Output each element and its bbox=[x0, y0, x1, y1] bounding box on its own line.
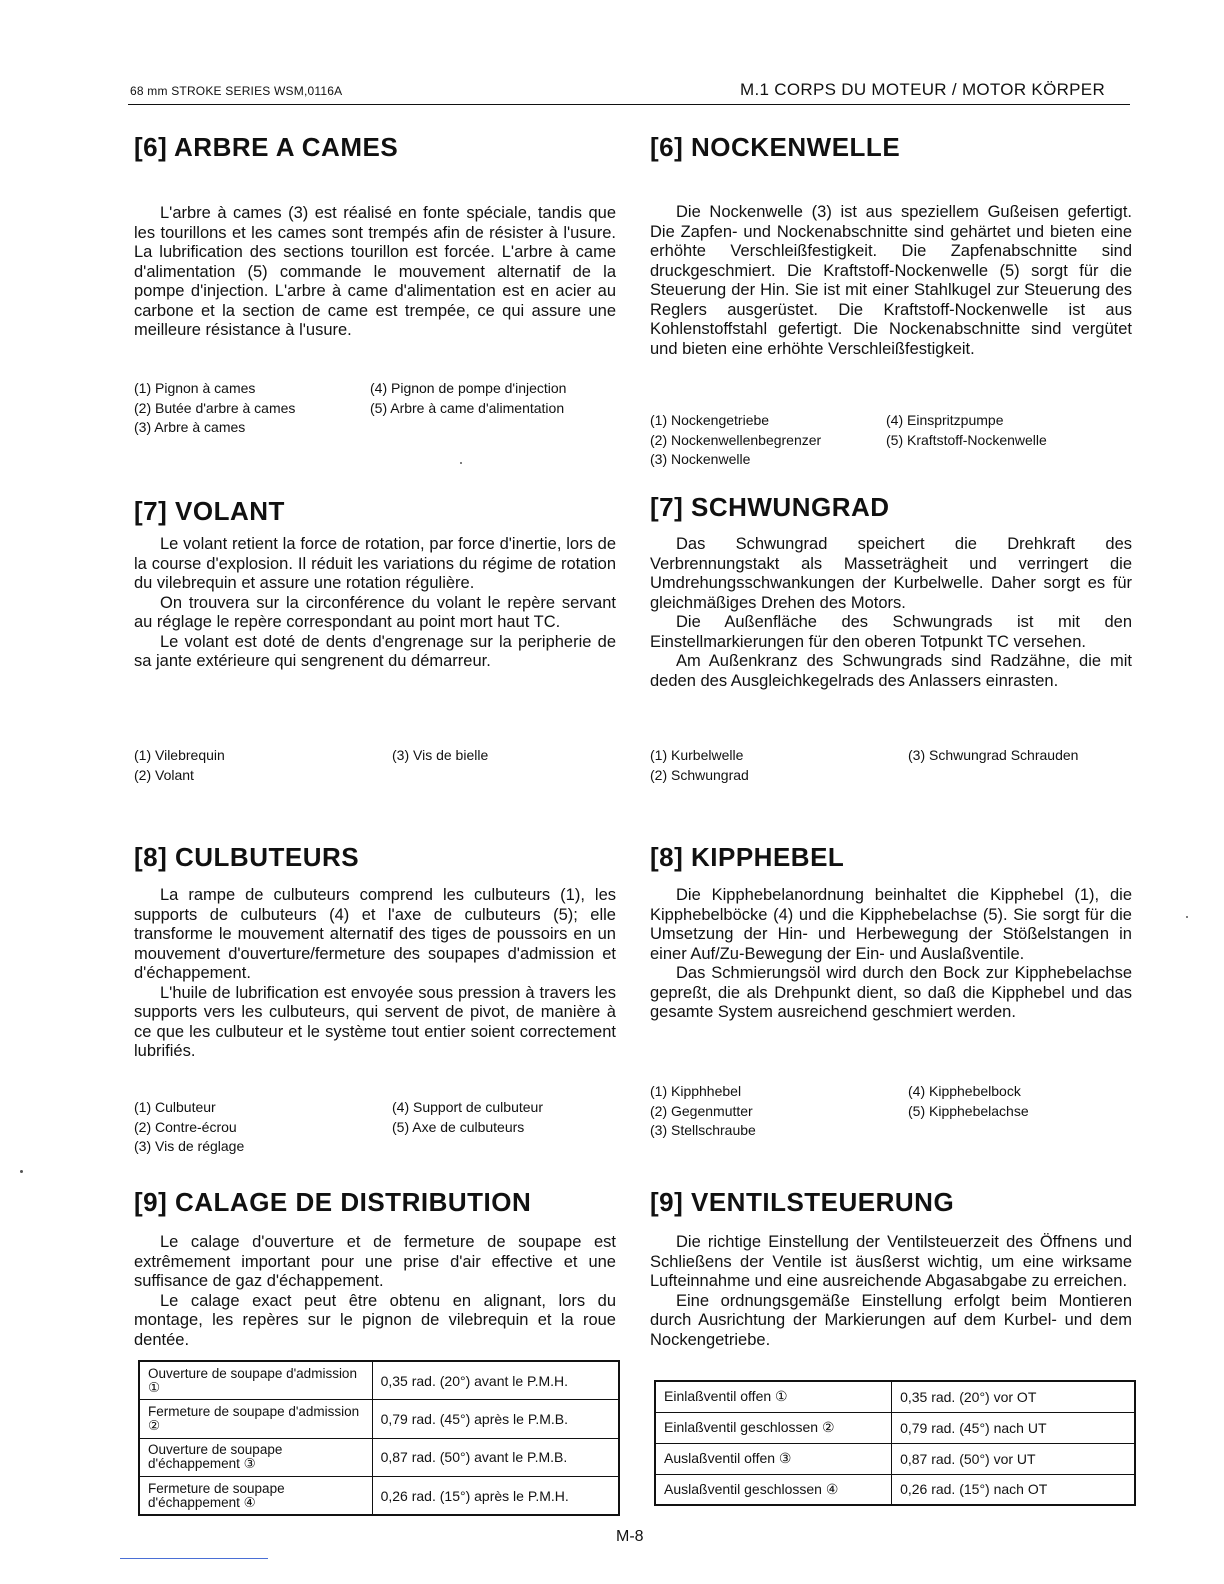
header-chapter-title: M.1 CORPS DU MOTEUR / MOTOR KÖRPER bbox=[740, 80, 1106, 99]
legend-item: (2) Contre-écrou bbox=[134, 1118, 237, 1135]
legend-item: (1) Nockengetriebe bbox=[650, 412, 770, 428]
section-ventilsteuerung bbox=[650, 1187, 1132, 1217]
legend-item: (4) Support de culbuteur bbox=[392, 1099, 543, 1115]
paragraph: L'huile de lubrification est envoyée sous pression à travers les supports vers les culbuteurs, qui servent de pivot, de manière à ce que les culbuteur et le système tout entier soient correctement lubrifiés. bbox=[134, 983, 616, 1060]
legend-item: (2) Gegenmutter bbox=[650, 1102, 753, 1119]
table-cell-value: 0,87 rad. (50°) vor UT bbox=[892, 1443, 1135, 1474]
paragraph: Le volant retient la force de rotation, par force d'inertie, lors de la course d'explosion. Il réduit les variations du régime de rotation du vilebrequin et assure une rotation régulière. bbox=[134, 535, 616, 592]
table-cell-event: Ouverture de soupape d'échappement ③ bbox=[139, 1438, 372, 1477]
legend-arbre-a-cames bbox=[134, 379, 616, 438]
table-cell-event: Ouverture de soupape d'admission ① bbox=[139, 1361, 372, 1400]
legend-item: (3) Vis de bielle bbox=[392, 747, 489, 763]
section-nockenwelle bbox=[650, 132, 1132, 162]
section-arbre-a-cames bbox=[134, 132, 616, 162]
legend-item: (3) Arbre à cames bbox=[134, 419, 246, 435]
paragraph: Le volant est doté de dents d'engrenage sur la peripherie de sa jante extérieure qui sengrenent du démarreur. bbox=[134, 632, 616, 670]
section-schwungrad-body bbox=[650, 535, 1132, 691]
table-cell-event: Fermeture de soupape d'échappement ④ bbox=[139, 1477, 372, 1516]
section-title: [8] KIPPHEBEL bbox=[650, 842, 845, 872]
legend-item: (3) Stellschraube bbox=[650, 1122, 756, 1138]
table-cell-value: 0,87 rad. (50°) avant le P.M.B. bbox=[372, 1438, 619, 1477]
legend-item: (3) Vis de réglage bbox=[134, 1138, 245, 1154]
table-cell-event: Auslaßventil geschlossen ④ bbox=[655, 1474, 892, 1505]
table-row bbox=[655, 1443, 1135, 1474]
legend-culbuteurs bbox=[134, 1098, 616, 1157]
legend-item: (4) Pignon de pompe d'injection bbox=[370, 380, 567, 396]
section-volant bbox=[134, 496, 616, 526]
legend-item: (2) Volant bbox=[134, 766, 194, 783]
section-calage-distribution bbox=[134, 1187, 616, 1217]
table-row bbox=[139, 1361, 619, 1400]
paragraph: Le calage exact peut être obtenu en alignant, lors du montage, les repères sur le pignon de vilebrequin et la roue dentée. bbox=[134, 1291, 616, 1349]
section-title: [7] VOLANT bbox=[134, 496, 285, 526]
legend-item: (3) Nockenwelle bbox=[650, 451, 751, 467]
section-title: [6] NOCKENWELLE bbox=[650, 132, 901, 162]
section-title: [9] CALAGE DE DISTRIBUTION bbox=[134, 1187, 532, 1217]
legend-nockenwelle bbox=[650, 411, 1132, 470]
table-row bbox=[139, 1400, 619, 1439]
scan-speck bbox=[460, 462, 462, 464]
table-cell-value: 0,26 rad. (15°) après le P.M.H. bbox=[372, 1477, 619, 1516]
section-kipphebel-body bbox=[650, 886, 1132, 1023]
timing-table-fr bbox=[138, 1360, 620, 1516]
section-schwungrad bbox=[650, 492, 1132, 522]
legend-item: (4) Kipphebelbock bbox=[908, 1083, 1021, 1099]
table-cell-value: 0,79 rad. (45°) après le P.M.B. bbox=[372, 1400, 619, 1439]
legend-item: (2) Butée d'arbre à cames bbox=[134, 399, 296, 416]
paragraph: Die Außenfläche des Schwungrads ist mit den Einstellmarkierungen für den oberen Totpunkt TC versehen. bbox=[650, 613, 1132, 651]
legend-item: (2) Schwungrad bbox=[650, 766, 749, 783]
header-series-code: 68 mm STROKE SERIES WSM,0116A bbox=[130, 84, 343, 98]
paragraph: Die richtige Einstellung der Ventilsteuerzeit des Öffnens und Schließens der Ventile ist äusßerst wichtig, um eine wirksame Lufteinnahme und eine ausreichende Abgasabgabe zu erreichen. bbox=[650, 1233, 1132, 1290]
section-title: [8] CULBUTEURS bbox=[134, 842, 360, 872]
table-cell-event: Auslaßventil offen ③ bbox=[655, 1443, 892, 1474]
table-row bbox=[655, 1474, 1135, 1505]
paragraph: Eine ordnungsgemäße Einstellung erfolgt beim Montieren durch Ausrichtung der Markierungen auf dem Kurbel- und dem Nockengetriebe. bbox=[650, 1291, 1132, 1349]
header-rule bbox=[128, 104, 1130, 105]
section-volant-body bbox=[134, 535, 616, 672]
table-cell-event: Einlaßventil offen ① bbox=[655, 1381, 892, 1412]
section-title: [9] VENTILSTEUERUNG bbox=[650, 1187, 955, 1217]
section-kipphebel bbox=[650, 842, 1132, 872]
legend-schwungrad bbox=[650, 746, 1132, 785]
scan-speck bbox=[1186, 916, 1188, 918]
section-nockenwelle-body bbox=[650, 203, 1132, 359]
paragraph: L'arbre à cames (3) est réalisé en fonte spéciale, tandis que les tourillons et les cames sont trempés afin de résister à l'usure. La lubrification des sections tourillon est forcée. L'arbre à came d'alimentation (5) commande le mouvement alternatif de la pompe d'injection. L'arbre à came d'alimentation est en acier au carbone et la section de came est trempée, ce qui assure une meilleure résistance à l'usure. bbox=[134, 204, 616, 339]
paragraph: Das Schwungrad speichert die Drehkraft des Verbrennungstakt als Masseträgheit und verringert die Umdrehungsschwankungen der Kurbelwelle. Daher sorgt es für gleichmäßiges Drehen des Motors. bbox=[650, 535, 1132, 612]
section-arbre-a-cames-body bbox=[134, 204, 616, 341]
paragraph: Am Außenkranz des Schwungrads sind Radzähne, die mit deden des Ausgleichkegelrads des Anlassers einrasten. bbox=[650, 652, 1132, 690]
legend-volant bbox=[134, 746, 616, 785]
table-row bbox=[139, 1438, 619, 1477]
legend-item: (1) Culbuteur bbox=[134, 1099, 216, 1115]
table-cell-value: 0,35 rad. (20°) vor OT bbox=[892, 1381, 1135, 1412]
paragraph: La rampe de culbuteurs comprend les culbuteurs (1), les supports de culbuteurs (4) et l'axe de culbuteurs (5); elle transforme le mouvement alternatif des tiges de poussoirs en un mouvement d'ouverture/fermeture des soupapes d'admission et d'échappement. bbox=[134, 886, 616, 982]
table-cell-value: 0,26 rad. (15°) nach OT bbox=[892, 1474, 1135, 1505]
legend-item: (4) Einspritzpumpe bbox=[886, 412, 1004, 428]
page-number: M-8 bbox=[616, 1528, 644, 1545]
legend-item: (5) Axe de culbuteurs bbox=[392, 1118, 525, 1135]
scan-artifact-line bbox=[120, 1558, 268, 1559]
section-calage-body bbox=[134, 1233, 616, 1350]
section-title: [7] SCHWUNGRAD bbox=[650, 492, 890, 522]
scan-speck bbox=[20, 1170, 23, 1173]
legend-item: (1) Kipphhebel bbox=[650, 1083, 742, 1099]
legend-item: (5) Arbre à came d'alimentation bbox=[370, 399, 565, 416]
paragraph: Le calage d'ouverture et de fermeture de soupape est extrêmement important pour une prise d'air effective et une suffisance de gaz d'échappement. bbox=[134, 1233, 616, 1290]
table-cell-event: Einlaßventil geschlossen ② bbox=[655, 1412, 892, 1443]
section-culbuteurs bbox=[134, 842, 616, 872]
table-cell-value: 0,35 rad. (20°) avant le P.M.H. bbox=[372, 1361, 619, 1400]
legend-item: (1) Pignon à cames bbox=[134, 380, 256, 396]
legend-item: (1) Kurbelwelle bbox=[650, 747, 744, 763]
table-cell-event: Fermeture de soupape d'admission ② bbox=[139, 1400, 372, 1439]
section-ventilsteuerung-body bbox=[650, 1233, 1132, 1350]
timing-table-de bbox=[654, 1380, 1136, 1506]
table-cell-value: 0,79 rad. (45°) nach UT bbox=[892, 1412, 1135, 1443]
paragraph: On trouvera sur la circonférence du volant le repère servant au réglage le repère correspondant au point mort haut TC. bbox=[134, 593, 616, 631]
legend-item: (3) Schwungrad Schrauden bbox=[908, 747, 1079, 763]
legend-item: (2) Nockenwellenbegrenzer bbox=[650, 431, 822, 448]
legend-item: (5) Kipphebelachse bbox=[908, 1102, 1029, 1119]
legend-item: (5) Kraftstoff-Nockenwelle bbox=[886, 431, 1047, 448]
legend-kipphebel bbox=[650, 1082, 1132, 1141]
table-row bbox=[655, 1412, 1135, 1443]
paragraph: Die Nockenwelle (3) ist aus speziellem Gußeisen gefertigt. Die Zapfen- und Nockenabschnitte sind gehärtet und bieten eine erhöhte Verschleißfestigkeit. Die Zapfenabschnitte sind druckgeschmiert. Die Kraftstoff-Nockenwelle (5) sorgt für die Steuerung der Hin. Sie ist mit einer Stahlkugel zur Steuerung des Reglers ausgerüstet. Die Kraftstoff-Nockenwelle ist aus Kohlenstoffstahl gefertigt. Die Nockenabschnitte sind vergütet und bieten eine erhöhte Verschleißfestigkeit. bbox=[650, 203, 1132, 358]
table-row bbox=[655, 1381, 1135, 1412]
paragraph: Das Schmierungsöl wird durch den Bock zur Kipphebelachse gepreßt, die als Drehpunkt dient, so daß die Kipphebel und das gesamte System ausreichend geschmiert werden. bbox=[650, 964, 1132, 1021]
table-row bbox=[139, 1477, 619, 1516]
section-culbuteurs-body bbox=[134, 886, 616, 1062]
section-title: [6] ARBRE A CAMES bbox=[134, 132, 399, 162]
paragraph: Die Kipphebelanordnung beinhaltet die Kipphebel (1), die Kipphebelböcke (4) und die Kipphebelachse (5). Sie sorgt für die Umsetzung der Hin- und Herbewegung der Stößelstangen in einer Auf/Zu-Bewegung der Ein- und Auslaßventile. bbox=[650, 886, 1132, 963]
legend-item: (1) Vilebrequin bbox=[134, 747, 225, 763]
